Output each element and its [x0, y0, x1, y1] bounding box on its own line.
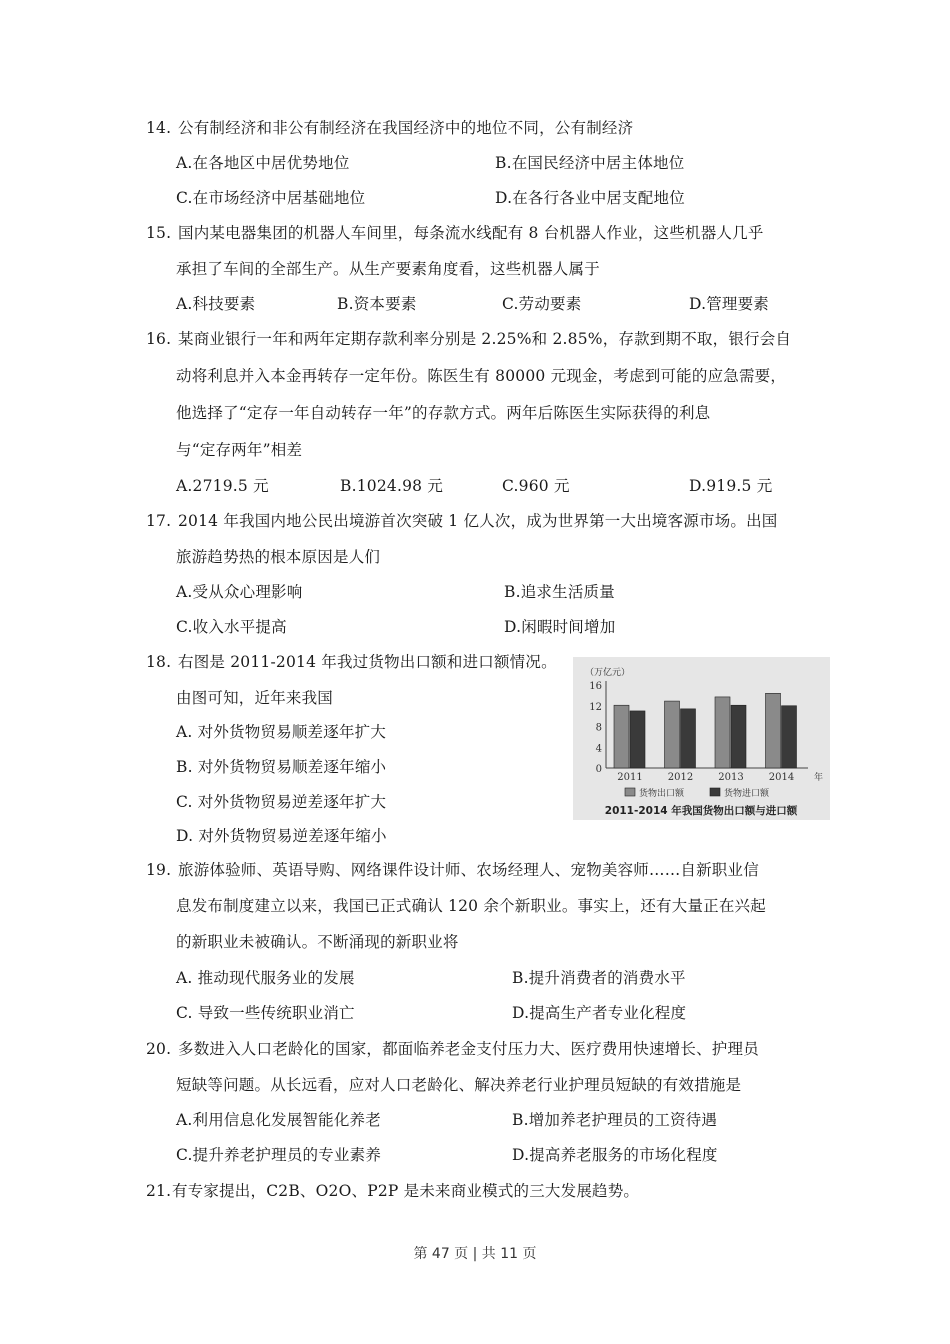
option-d: D.在各行各业中居支配地位: [495, 189, 685, 207]
page-footer: 第 47 页 | 共 11 页: [413, 1246, 537, 1262]
svg-text:8: 8: [595, 722, 602, 734]
option-d: D. 对外货物贸易逆差逐年缩小: [176, 827, 387, 845]
option-d: D.919.5 元: [689, 477, 773, 495]
option-c: C.劳动要素: [502, 295, 582, 313]
question-stem: 与“定存两年”相差: [176, 441, 303, 459]
option-c: C.在市场经济中居基础地位: [176, 189, 366, 207]
svg-text:2013: 2013: [718, 772, 744, 783]
trade-bar-chart: [573, 657, 830, 820]
svg-text:2012: 2012: [667, 772, 694, 783]
question-stem: 他选择了“定存一年自动转存一年”的存款方式。两年后陈医生实际获得的利息: [176, 404, 711, 422]
question-number: 15.: [146, 224, 172, 242]
question-stem: 右图是 2011-2014 年我过货物出口额和进口额情况。: [178, 653, 557, 671]
option-a: A.科技要素: [176, 295, 256, 313]
svg-text:12: 12: [589, 701, 602, 713]
question-number: 17.: [146, 512, 172, 530]
svg-text:16: 16: [589, 681, 602, 692]
option-c: C.960 元: [502, 477, 570, 495]
option-a: A.利用信息化发展智能化养老: [176, 1111, 381, 1129]
svg-text:年: 年: [814, 773, 824, 783]
svg-text:（万亿元）: （万亿元）: [585, 668, 631, 678]
option-c: C. 对外货物贸易逆差逐年扩大: [176, 793, 387, 811]
option-b: B.资本要素: [337, 295, 417, 313]
svg-text:2014: 2014: [768, 772, 795, 783]
option-a: A.受从众心理影响: [176, 583, 303, 601]
svg-text:2011: 2011: [617, 772, 643, 783]
question-stem: 旅游体验师、英语导购、网络课件设计师、农场经理人、宠物美容师……自新职业信: [178, 861, 759, 879]
option-d: D.提高生产者专业化程度: [512, 1004, 687, 1022]
option-a: A.在各地区中居优势地位: [176, 154, 350, 172]
question-stem: 2014 年我国内地公民出境游首次突破 1 亿人次，成为世界第一大出境客源市场。出国: [178, 512, 778, 530]
svg-text:货物出口额: 货物出口额: [639, 789, 685, 799]
question-stem: 由图可知，近年来我国: [176, 689, 334, 707]
option-b: B.增加养老护理员的工资待遇: [512, 1111, 718, 1129]
question-stem: 旅游趋势热的根本原因是人们: [176, 548, 381, 566]
option-c: C. 导致一些传统职业消亡: [176, 1004, 355, 1022]
question-number: 16.: [146, 330, 172, 348]
chart-canvas: [573, 657, 830, 820]
option-a: A.2719.5 元: [176, 477, 269, 495]
question-stem: 多数进入人口老龄化的国家，都面临养老金支付压力大、医疗费用快速增长、护理员: [178, 1040, 759, 1058]
question-number: 20.: [146, 1040, 172, 1058]
svg-text:2011-2014 年我国货物出口额与进口额: 2011-2014 年我国货物出口额与进口额: [604, 805, 798, 817]
option-b: B.在国民经济中居主体地位: [495, 154, 685, 172]
question-stem: 的新职业未被确认。不断涌现的新职业将: [176, 933, 459, 951]
question-stem: 息发布制度建立以来，我国已正式确认 120 余个新职业。事实上，还有大量正在兴起: [176, 897, 766, 915]
question-number: 19.: [146, 861, 172, 879]
option-d: D.闲暇时间增加: [504, 618, 616, 636]
option-c: C.提升养老护理员的专业素养: [176, 1146, 382, 1164]
question-stem: 公有制经济和非公有制经济在我国经济中的地位不同，公有制经济: [178, 119, 634, 137]
option-b: B.追求生活质量: [504, 583, 615, 601]
svg-text:4: 4: [595, 743, 602, 755]
question-stem: 某商业银行一年和两年定期存款利率分别是 2.25%和 2.85%，存款到期不取，银行会自: [178, 330, 792, 348]
option-a: A. 对外货物贸易顺差逐年扩大: [176, 723, 387, 741]
question-stem: 有专家提出，C2B、O2O、P2P 是未来商业模式的三大发展趋势。: [172, 1182, 640, 1200]
option-a: A. 推动现代服务业的发展: [176, 969, 355, 987]
option-b: B.1024.98 元: [340, 477, 444, 495]
option-d: D.管理要素: [689, 295, 770, 313]
question-stem: 国内某电器集团的机器人车间里，每条流水线配有 8 台机器人作业，这些机器人几乎: [178, 224, 764, 242]
svg-text:货物进口额: 货物进口额: [724, 789, 770, 799]
option-b: B. 对外货物贸易顺差逐年缩小: [176, 758, 387, 776]
question-stem: 短缺等问题。从长远看，应对人口老龄化、解决养老行业护理员短缺的有效措施是: [176, 1076, 742, 1094]
option-d: D.提高养老服务的市场化程度: [512, 1146, 718, 1164]
option-b: B.提升消费者的消费水平: [512, 969, 686, 987]
question-stem: 动将利息并入本金再转存一定年份。陈医生有 80000 元现金，考虑到可能的应急需要，: [176, 367, 787, 385]
option-c: C.收入水平提高: [176, 618, 287, 636]
question-number: 14.: [146, 119, 172, 137]
question-number: 21.: [146, 1182, 172, 1200]
question-number: 18.: [146, 653, 172, 671]
question-stem: 承担了车间的全部生产。从生产要素角度看，这些机器人属于: [176, 260, 600, 278]
svg-text:0: 0: [595, 764, 602, 775]
